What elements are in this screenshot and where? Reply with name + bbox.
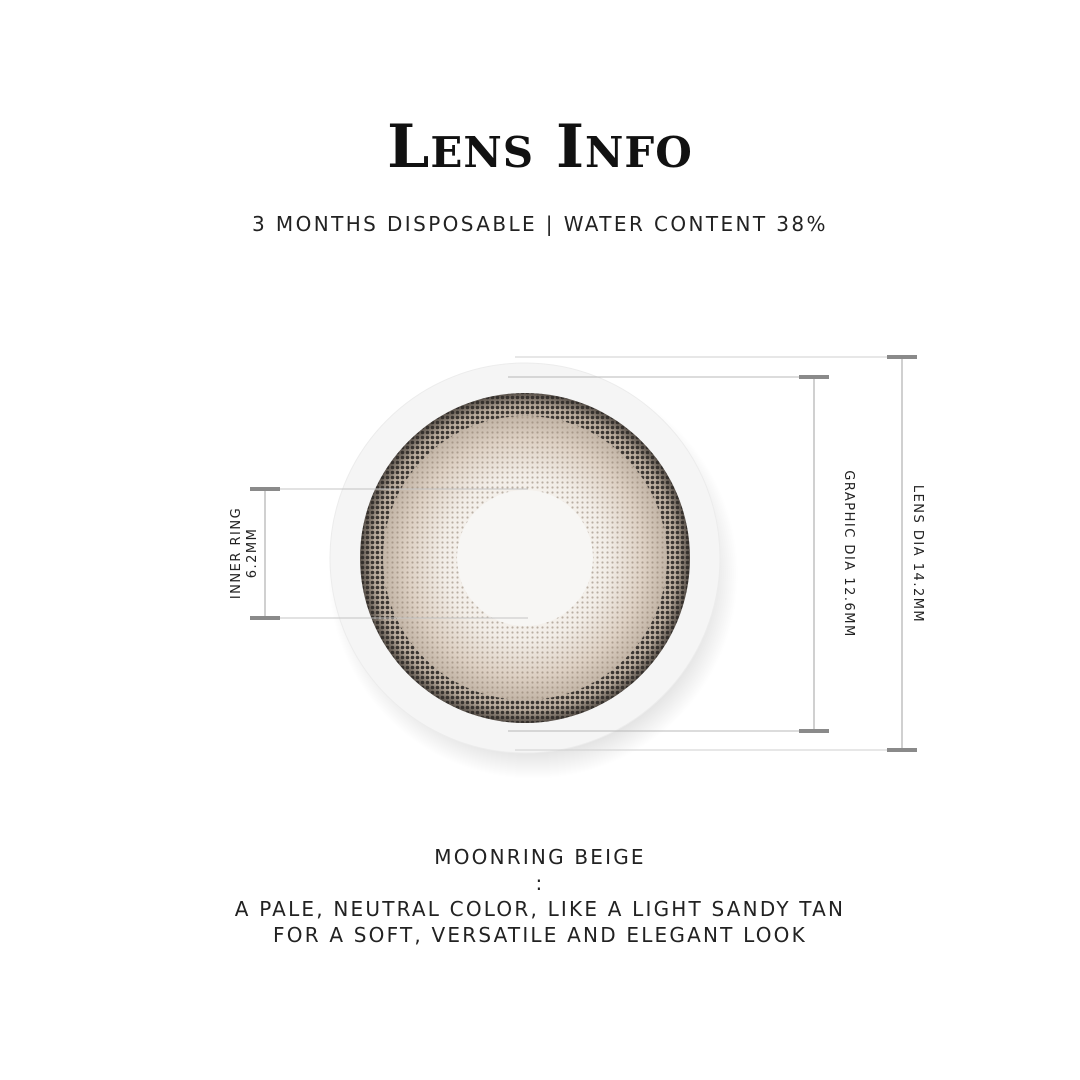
lens-inner-ring (457, 490, 593, 626)
color-name: MOONRING BEIGE (434, 845, 646, 869)
inner-ring-label (229, 507, 261, 599)
page-title: Lens Info (387, 112, 693, 182)
inner-ring-label-text: INNER RING (229, 506, 244, 600)
graphic-dia-label: GRAPHIC DIA 12.6MM (841, 470, 856, 638)
inner-ring-value: 6.2MM (245, 527, 260, 579)
lens-dia-label: LENS DIA 14.2MM (910, 484, 925, 624)
lens-specs-subtitle: 3 MONTHS DISPOSABLE | WATER CONTENT 38% (252, 212, 828, 236)
color-description (0, 844, 1080, 948)
description-separator: : (535, 871, 545, 895)
description-line-2: FOR A SOFT, VERSATILE AND ELEGANT LOOK (273, 923, 807, 947)
description-line-1: A PALE, NEUTRAL COLOR, LIKE A LIGHT SANDY TAN (234, 897, 846, 921)
